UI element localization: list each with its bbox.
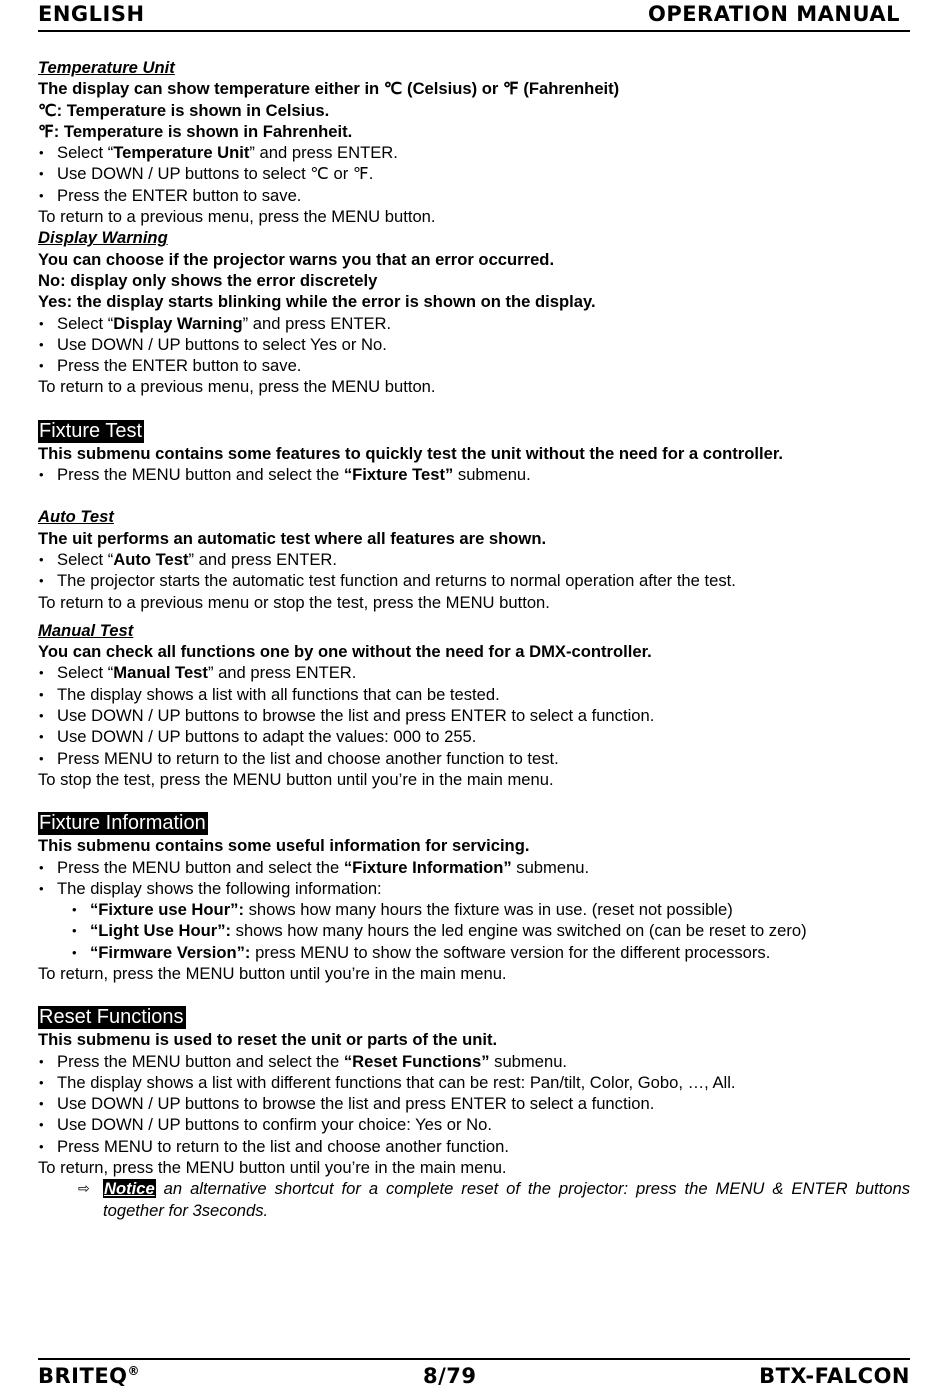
list-item: • Use DOWN / UP buttons to browse the list and press ENTER to select a function.: [38, 1093, 910, 1114]
fixture-test-intro: This submenu contains some features to quickly test the unit without the need for a controller.: [38, 443, 783, 463]
display-warning-intro-3: Yes: the display starts blinking while the error is shown on the display.: [38, 292, 596, 312]
list-item: • Use DOWN / UP buttons to select Yes or No.: [38, 334, 910, 355]
list-item: • Press the MENU button and select the “Fixture Test” submenu.: [38, 464, 910, 485]
temperature-unit-intro-2: ℃: Temperature is shown in Celsius.: [38, 100, 330, 120]
temperature-unit-intro-1: The display can show temperature either in ℃ (Celsius) or ℉ (Fahrenheit): [38, 79, 620, 99]
temperature-unit-title: Temperature Unit: [38, 58, 175, 77]
fixture-test-heading: Fixture Test: [39, 419, 142, 442]
reset-functions-intro: This submenu is used to reset the unit or parts of the unit.: [38, 1030, 498, 1050]
reset-functions-return: To return, press the MENU button until you’re in the main menu.: [38, 1158, 507, 1178]
list-item: • Select “Display Warning” and press ENTER.: [38, 313, 910, 334]
notice-block: [38, 1178, 910, 1221]
page-footer: [38, 1358, 910, 1396]
temperature-unit-intro-3: ℉: Temperature is shown in Fahrenheit.: [38, 121, 353, 141]
page-header: [38, 2, 910, 32]
footer-page-number: 8/79: [423, 1364, 477, 1388]
auto-test-return: To return to a previous menu or stop the test, press the MENU button.: [38, 592, 550, 612]
list-item: • “Fixture use Hour”: shows how many hours the fixture was in use. (reset not possible): [38, 899, 910, 920]
notice-text: an alternative shortcut for a complete reset of the projector: press the MENU & ENTER buttons together for 3seconds.: [103, 1179, 910, 1220]
manual-test-return: To stop the test, press the MENU button until you’re in the main menu.: [38, 769, 554, 789]
header-manual-title: OPERATION MANUAL: [647, 2, 900, 26]
header-language: ENGLISH: [38, 2, 145, 26]
reset-functions-heading: Reset Functions: [39, 1006, 184, 1029]
list-item: • Press MENU to return to the list and choose another function to test.: [38, 748, 910, 769]
page-content: [38, 57, 910, 1221]
notice-label: Notice: [104, 1179, 155, 1199]
list-item: • Use DOWN / UP buttons to confirm your choice: Yes or No.: [38, 1114, 910, 1135]
list-item: • The display shows a list with all functions that can be tested.: [38, 684, 910, 705]
display-warning-intro-2: No: display only shows the error discretely: [38, 270, 378, 290]
display-warning-return: To return to a previous menu, press the MENU button.: [38, 377, 436, 397]
list-item: • Press MENU to return to the list and choose another function.: [38, 1136, 910, 1157]
footer-brand: BRITEQ®: [38, 1364, 141, 1388]
temperature-unit-return: To return to a previous menu, press the MENU button.: [38, 207, 436, 227]
list-item: • Select “Manual Test” and press ENTER.: [38, 662, 910, 683]
fixture-information-intro: This submenu contains some useful information for servicing.: [38, 836, 530, 856]
footer-model: BTX-FALCON: [759, 1364, 910, 1388]
list-item: • “Firmware Version”: press MENU to show the software version for the different processors.: [38, 942, 910, 963]
list-item: • Select “Auto Test” and press ENTER.: [38, 549, 910, 570]
arrow-right-icon: ⇨: [78, 1180, 90, 1197]
fixture-information-heading: Fixture Information: [39, 812, 206, 835]
list-item: • “Light Use Hour”: shows how many hours the led engine was switched on (can be reset to zero): [38, 920, 910, 941]
list-item: • Press the MENU button and select the “Fixture Information” submenu.: [38, 857, 910, 878]
list-item: • Use DOWN / UP buttons to adapt the values: 000 to 255.: [38, 726, 910, 747]
manual-test-intro: You can check all functions one by one without the need for a DMX-controller.: [38, 642, 652, 662]
auto-test-intro: The uit performs an automatic test where all features are shown.: [38, 528, 547, 548]
list-item: • The projector starts the automatic test function and returns to normal operation after the test.: [38, 570, 910, 591]
list-item: • Select “Temperature Unit” and press ENTER.: [38, 142, 910, 163]
fixture-information-return: To return, press the MENU button until you’re in the main menu.: [38, 963, 507, 983]
list-item: • The display shows a list with different functions that can be rest: Pan/tilt, Color, Gobo, …, All.: [38, 1072, 910, 1093]
list-item: • Press the ENTER button to save.: [38, 355, 910, 376]
list-item: • Use DOWN / UP buttons to select ℃ or ℉.: [38, 163, 910, 184]
display-warning-title: Display Warning: [38, 228, 168, 248]
manual-test-title: Manual Test: [38, 620, 134, 640]
list-item: • The display shows the following information:: [38, 878, 910, 899]
list-item: • Press the MENU button and select the “Reset Functions” submenu.: [38, 1051, 910, 1072]
auto-test-title: Auto Test: [38, 507, 114, 527]
list-item: • Use DOWN / UP buttons to browse the list and press ENTER to select a function.: [38, 705, 910, 726]
display-warning-intro-1: You can choose if the projector warns you that an error occurred.: [38, 249, 555, 269]
list-item: • Press the ENTER button to save.: [38, 185, 910, 206]
